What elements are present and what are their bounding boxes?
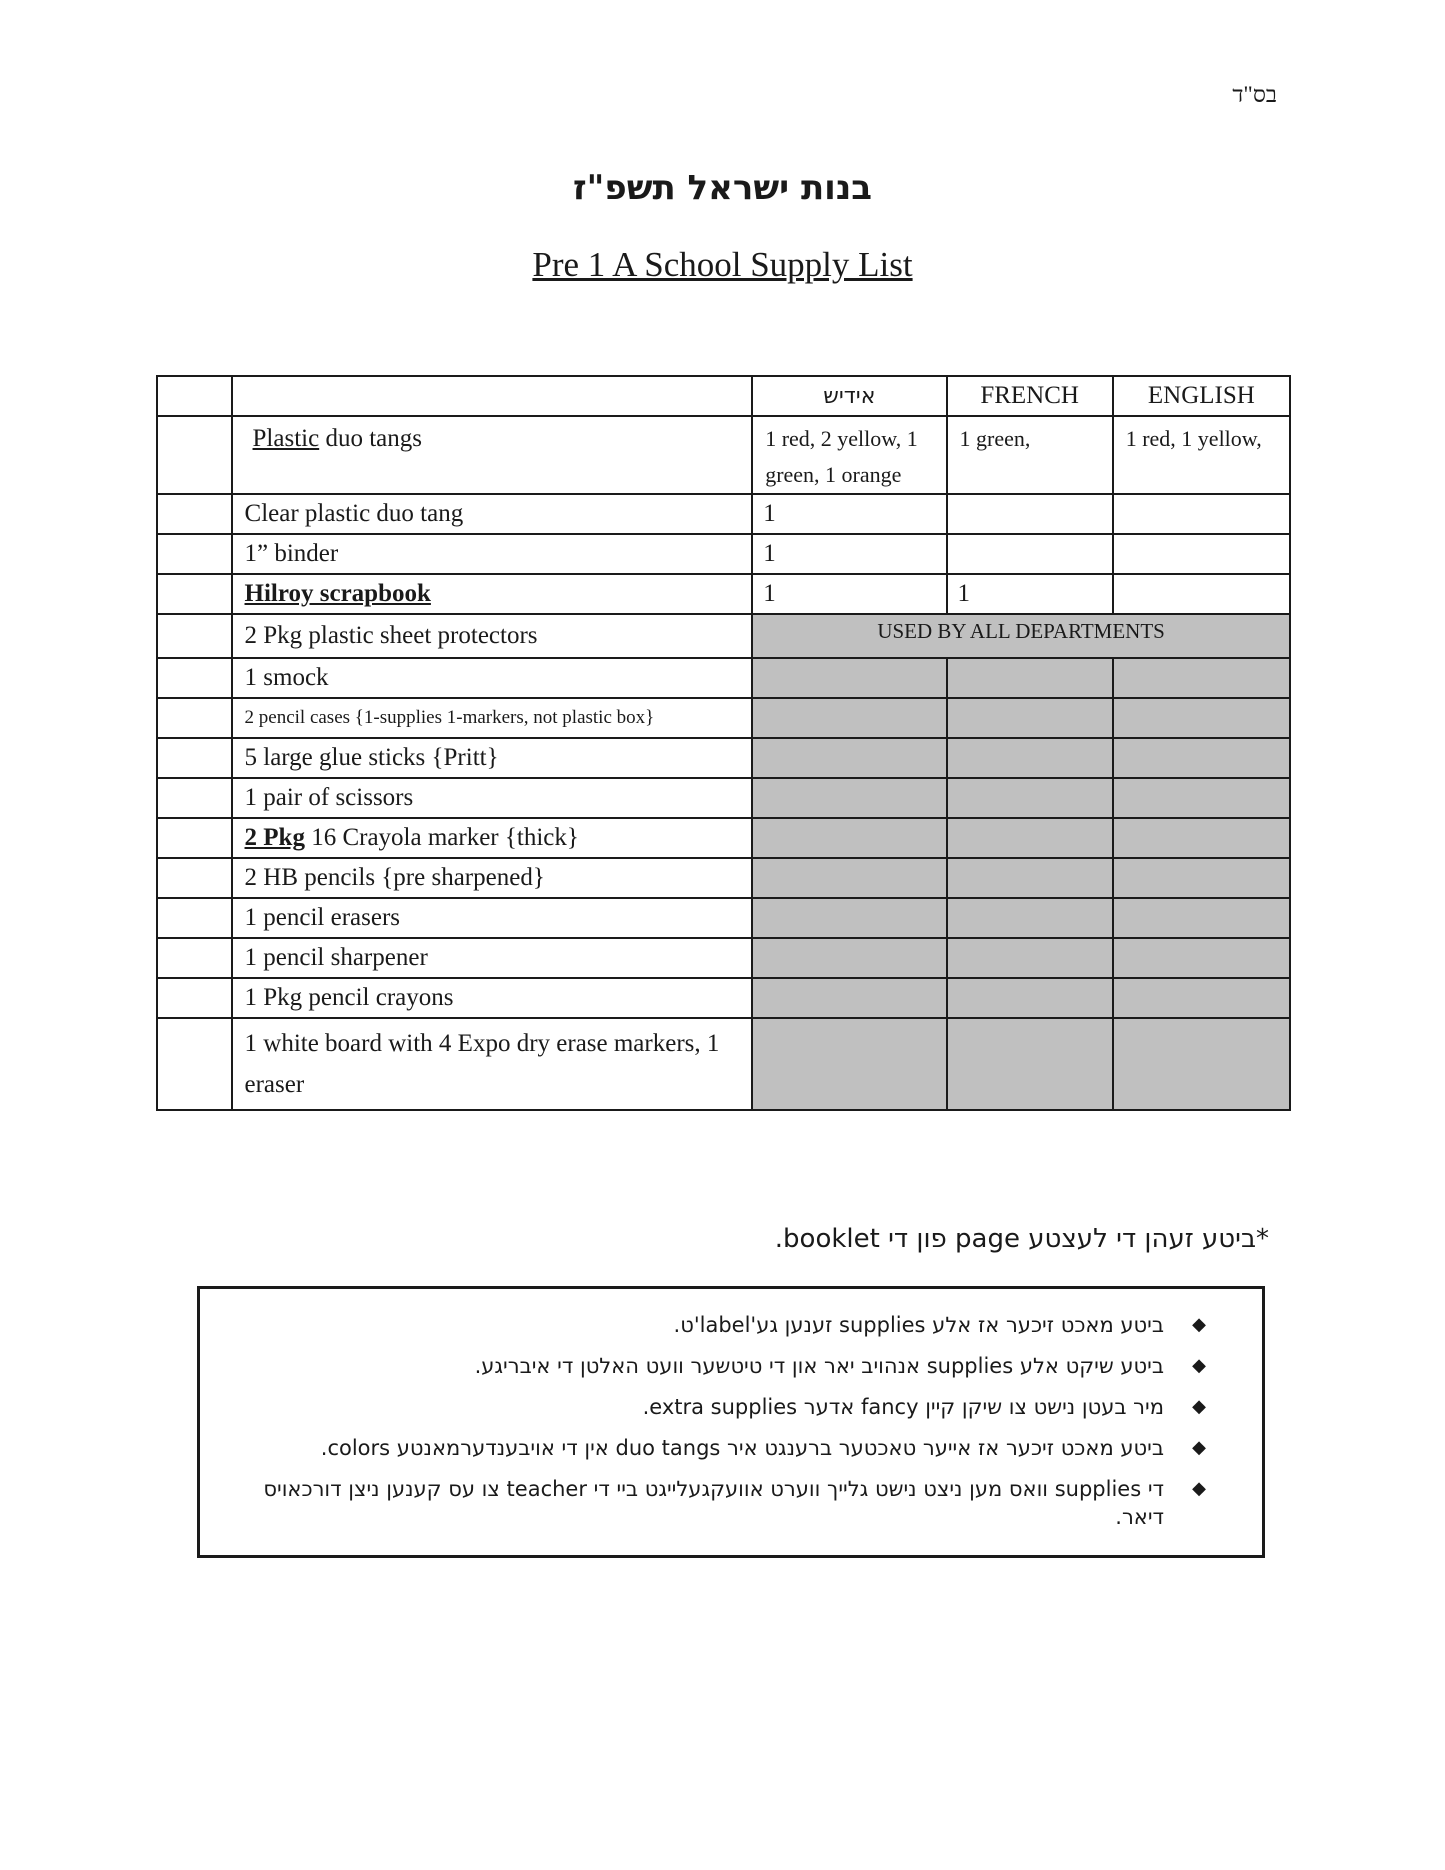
item-cell: [232, 416, 753, 494]
page-title-hebrew: בנות ישראל תשפ"ז: [573, 168, 872, 208]
item-cell: 1” binder: [232, 534, 753, 574]
table-cell: [157, 658, 232, 698]
diamond-bullet-icon: ◆: [1192, 1314, 1206, 1335]
item-cell: Hilroy scrapbook: [232, 574, 753, 614]
shaded-cell: [752, 1018, 946, 1110]
table-cell: [157, 858, 232, 898]
shaded-cell: [1113, 1018, 1290, 1110]
table-cell: [157, 574, 232, 614]
table-row: [157, 738, 1290, 778]
shaded-cell: [1113, 858, 1290, 898]
table-cell: [157, 738, 232, 778]
shaded-cell: [752, 938, 946, 978]
english-cell: [1113, 494, 1290, 534]
table-row: [157, 938, 1290, 978]
booklet-note: *ביטע זעהן די לעצטע page פון די booklet.: [774, 1224, 1269, 1254]
yiddish-cell: 1: [752, 574, 946, 614]
table-row: [157, 534, 1290, 574]
shaded-cell: [752, 898, 946, 938]
shaded-cell: [1113, 938, 1290, 978]
instruction-text: ביטע מאכט זיכער אז אייער טאכטער ברענגט איר duo tangs אין די אויבענדערמאנטע colors.: [320, 1436, 1164, 1460]
item-label-underlined: Plastic: [252, 425, 320, 452]
column-header-french: FRENCH: [947, 376, 1113, 416]
instruction-text: ביטע מאכט זיכער אז אלע supplies זענען גע'label'ט.: [673, 1313, 1164, 1337]
bsd-mark: בס"ד: [1232, 82, 1277, 107]
shaded-cell: [947, 858, 1113, 898]
shaded-cell: [1113, 658, 1290, 698]
table-row: [157, 658, 1290, 698]
item-cell: [232, 818, 753, 858]
shaded-cell: [947, 818, 1113, 858]
instruction-text: ביטע שיקט אלע supplies אנהויב יאר און די טיטשער וועט האלטן די איבריגע.: [474, 1354, 1164, 1378]
table-header-row: [157, 376, 1290, 416]
table-row: [157, 1018, 1290, 1110]
table-row: [157, 978, 1290, 1018]
shaded-cell: [947, 658, 1113, 698]
diamond-bullet-icon: ◆: [1192, 1355, 1206, 1376]
french-cell: [947, 534, 1113, 574]
column-header-english: ENGLISH: [1113, 376, 1290, 416]
list-item: [256, 1311, 1206, 1339]
english-cell: [1113, 574, 1290, 614]
english-cell: [1113, 534, 1290, 574]
shaded-cell: [1113, 978, 1290, 1018]
item-cell: 1 white board with 4 Expo dry erase markers, 1 eraser: [232, 1018, 753, 1110]
instruction-text: די supplies וואס מען ניצט נישט גלייך ווערט אוועקגעלייגט ביי די teacher צו עס קענען ניצן דורכאויס דיאר.: [263, 1477, 1164, 1529]
shaded-cell: [1113, 738, 1290, 778]
diamond-bullet-icon: ◆: [1192, 1437, 1206, 1458]
shaded-cell: [1113, 818, 1290, 858]
shaded-cell: [752, 978, 946, 1018]
list-item: [256, 1434, 1206, 1462]
table-row: [157, 858, 1290, 898]
item-cell: 1 pencil sharpener: [232, 938, 753, 978]
item-cell: 5 large glue sticks {Pritt}: [232, 738, 753, 778]
shaded-cell: [1113, 698, 1290, 738]
table-cell: [157, 698, 232, 738]
shaded-cell: [752, 658, 946, 698]
item-cell: 2 Pkg plastic sheet protectors: [232, 614, 753, 658]
table-cell: [157, 494, 232, 534]
table-row: [157, 416, 1290, 494]
shaded-cell: [752, 738, 946, 778]
item-cell: Clear plastic duo tang: [232, 494, 753, 534]
column-header-yiddish: אידיש: [752, 376, 946, 416]
instructions-box: [197, 1286, 1265, 1558]
table-cell: [157, 416, 232, 494]
table-cell: [157, 376, 232, 416]
table-row: [157, 614, 1290, 658]
table-row: [157, 494, 1290, 534]
table-cell: [157, 818, 232, 858]
shaded-cell: [752, 818, 946, 858]
yiddish-cell: 1 red, 2 yellow, 1 green, 1 orange: [752, 416, 946, 494]
shaded-cell: [947, 1018, 1113, 1110]
shaded-cell: [947, 978, 1113, 1018]
list-item: [256, 1393, 1206, 1421]
table-row: [157, 778, 1290, 818]
item-cell: 1 Pkg pencil crayons: [232, 978, 753, 1018]
shaded-cell: [1113, 778, 1290, 818]
table-cell: [157, 534, 232, 574]
shaded-cell: [947, 898, 1113, 938]
supply-table: [156, 375, 1291, 1111]
item-cell: 1 pencil erasers: [232, 898, 753, 938]
page-title: Pre 1 A School Supply List: [532, 245, 913, 284]
item-cell: 2 pencil cases {1-supplies 1-markers, not plastic box}: [232, 698, 753, 738]
item-cell: 1 smock: [232, 658, 753, 698]
table-cell: [157, 938, 232, 978]
french-cell: 1 green,: [947, 416, 1113, 494]
table-row: [157, 574, 1290, 614]
table-cell: [157, 778, 232, 818]
item-label-bold: 2 Pkg: [244, 824, 305, 851]
shaded-cell: [947, 938, 1113, 978]
diamond-bullet-icon: ◆: [1192, 1396, 1206, 1417]
french-cell: 1: [947, 574, 1113, 614]
item-cell: 2 HB pencils {pre sharpened}: [232, 858, 753, 898]
yiddish-cell: 1: [752, 534, 946, 574]
table-row: [157, 898, 1290, 938]
french-cell: [947, 494, 1113, 534]
shaded-cell: [947, 738, 1113, 778]
english-cell: 1 red, 1 yellow,: [1113, 416, 1290, 494]
diamond-bullet-icon: ◆: [1192, 1478, 1206, 1499]
shaded-cell: [1113, 898, 1290, 938]
shaded-cell: [947, 698, 1113, 738]
list-item: [256, 1352, 1206, 1380]
table-row: [157, 818, 1290, 858]
table-cell: [157, 1018, 232, 1110]
item-label: duo tangs: [319, 425, 422, 452]
shaded-cell: [752, 858, 946, 898]
instruction-text: מיר בעטן נישט צו שיקן קיין fancy אדער extra supplies.: [642, 1395, 1164, 1419]
yiddish-cell: 1: [752, 494, 946, 534]
instructions-list: [256, 1311, 1206, 1544]
table-cell: [157, 898, 232, 938]
item-label: 16 Crayola marker {thick}: [304, 824, 579, 851]
shaded-cell: [947, 778, 1113, 818]
table-cell: [157, 614, 232, 658]
table-row: [157, 698, 1290, 738]
all-departments-note: USED BY ALL DEPARTMENTS: [752, 614, 1290, 658]
list-item: [256, 1475, 1206, 1531]
table-cell: [157, 978, 232, 1018]
shaded-cell: [752, 698, 946, 738]
shaded-cell: [752, 778, 946, 818]
item-cell: 1 pair of scissors: [232, 778, 753, 818]
table-cell: [232, 376, 753, 416]
